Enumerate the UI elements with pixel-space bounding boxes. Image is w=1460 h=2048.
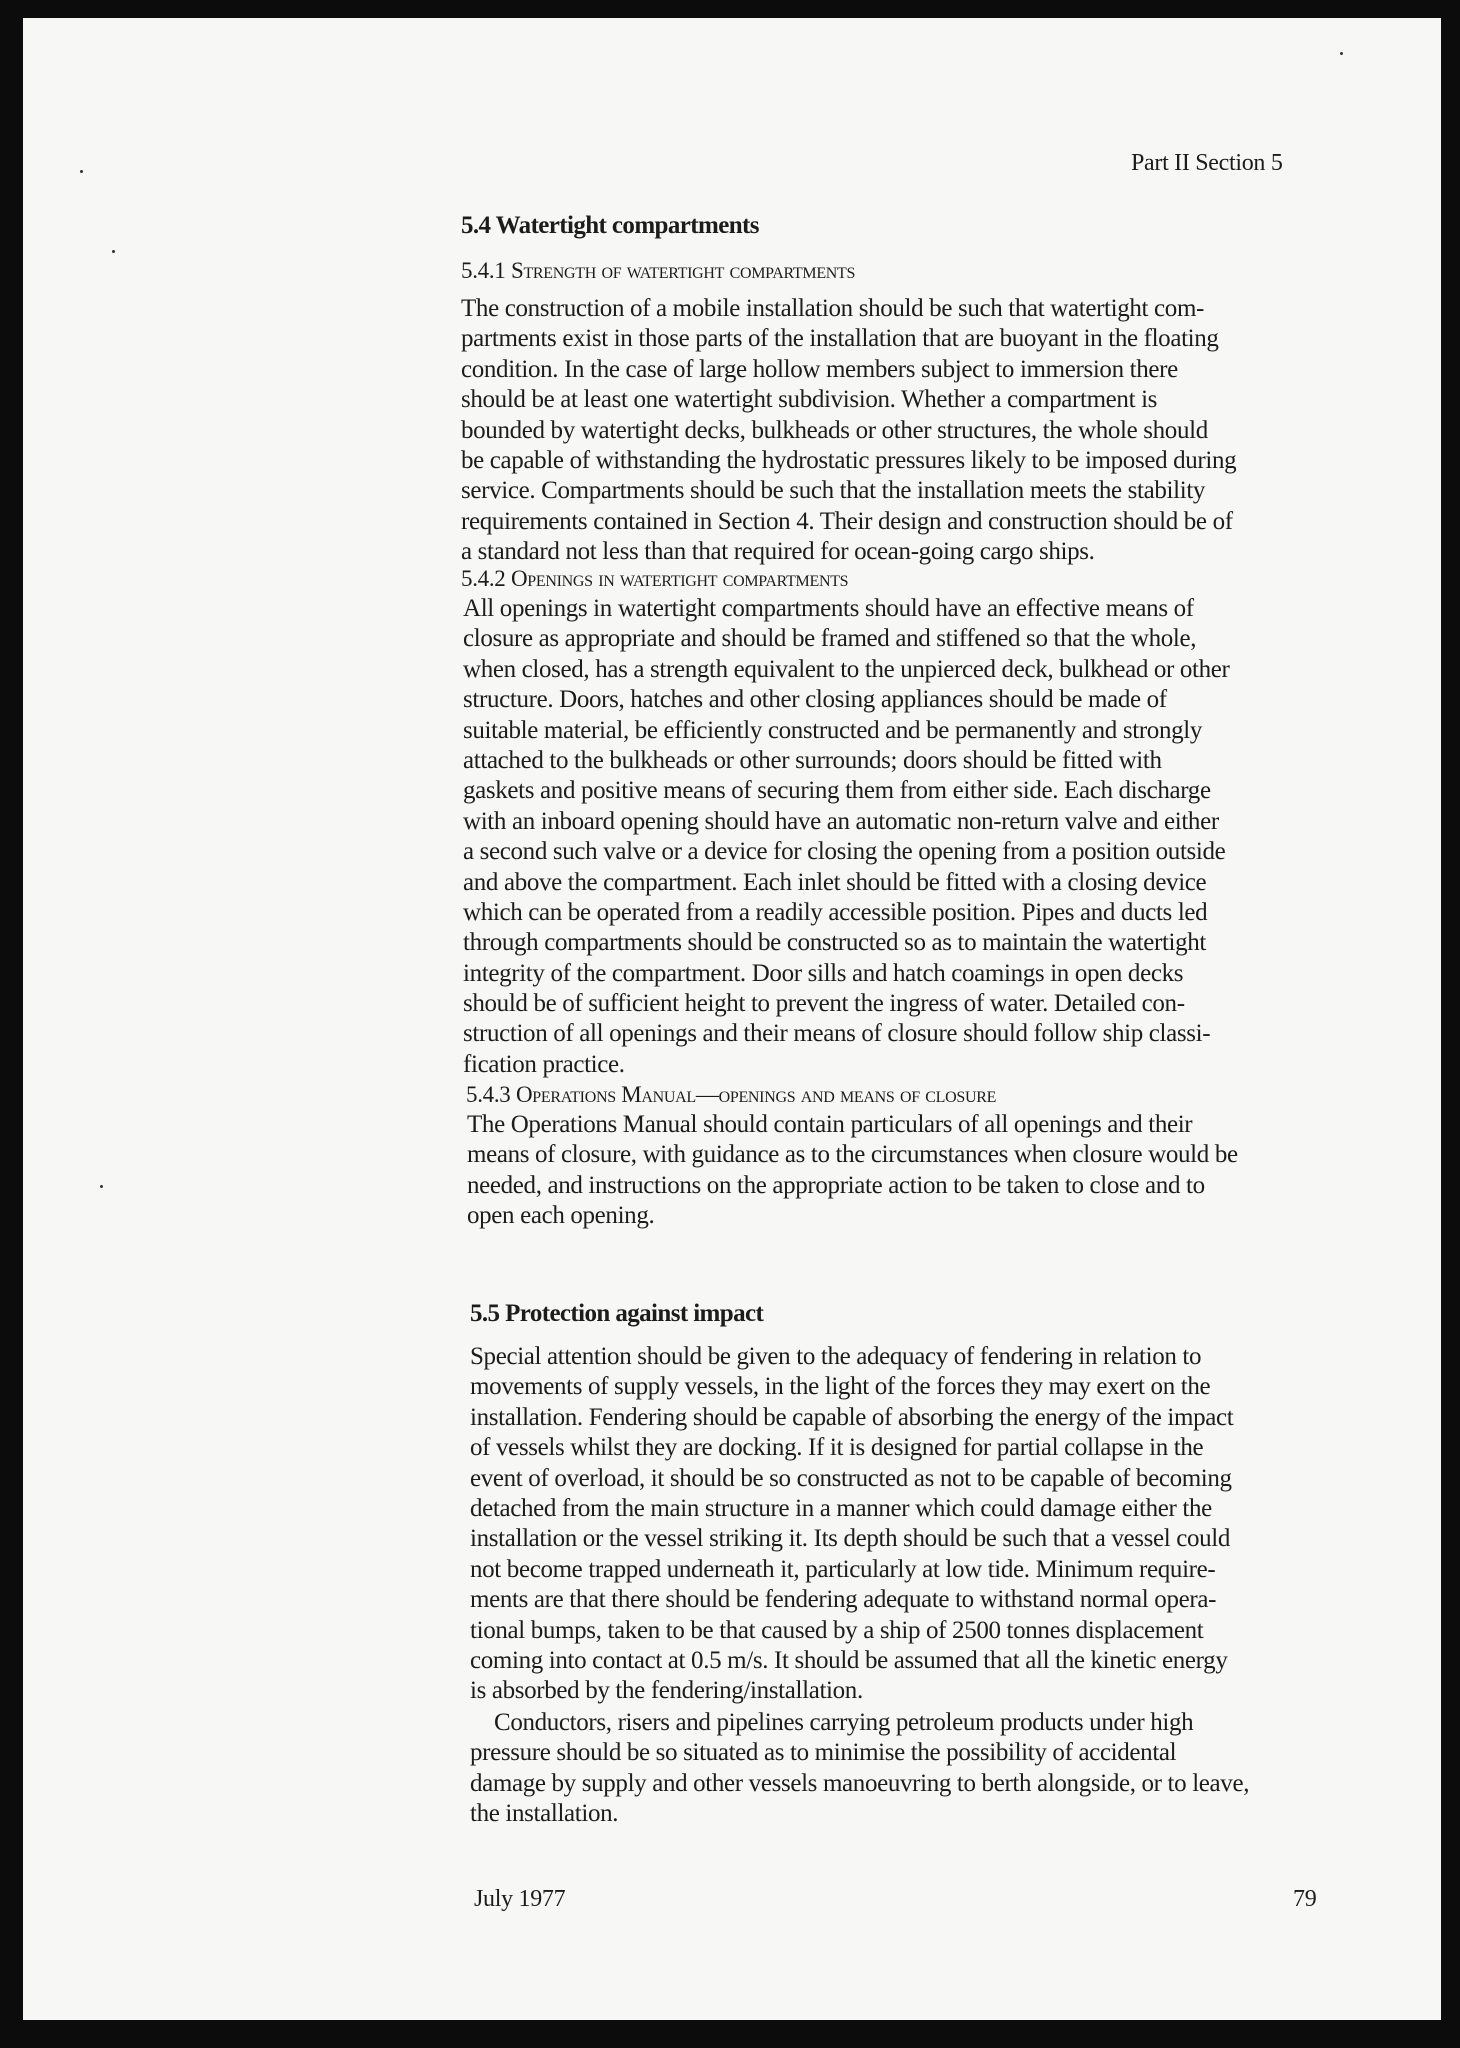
text-line: ments are that there should be fendering adequate to withstand normal opera- — [470, 1586, 1217, 1614]
text-line: closure as appropriate and should be framed and stiffened so that the whole, — [463, 625, 1197, 653]
text-line: through compartments should be constructed so as to maintain the watertight — [463, 929, 1207, 957]
section-heading-5-5: 5.5 Protection against impact — [470, 1300, 764, 1327]
text-line: attached to the bulkheads or other surrounds; doors should be fitted with — [463, 746, 1162, 774]
text-line: coming into contact at 0.5 m/s. It should be assumed that all the kinetic energy — [470, 1646, 1228, 1674]
text-line: tional bumps, taken to be that caused by a ship of 2500 tonnes displacement — [470, 1616, 1204, 1644]
section-heading-5-4: 5.4 Watertight compartments — [461, 212, 759, 239]
text-line: of vessels whilst they are docking. If it is designed for partial collapse in the — [470, 1434, 1204, 1462]
text-line: when closed, has a strength equivalent to the unpierced deck, bulkhead or other — [463, 655, 1230, 683]
text-line: struction of all openings and their means of closure should follow ship classi- — [463, 1020, 1211, 1048]
text-line: partments exist in those parts of the installation that are buoyant in the floating — [461, 325, 1219, 353]
scan-speck — [1340, 52, 1343, 55]
text-line: should be at least one watertight subdivision. Whether a compartment is — [461, 386, 1158, 414]
text-line: installation. Fendering should be capable of absorbing the energy of the impact — [470, 1403, 1234, 1431]
text-line: detached from the main structure in a manner which could damage either the — [470, 1494, 1212, 1522]
subsection-title: Openings in watertight compartments — [510, 566, 849, 591]
text-line: installation or the vessel striking it. Its depth should be such that a vessel could — [470, 1525, 1231, 1553]
subsection-heading-5-4-1 — [461, 258, 855, 284]
text-line: a standard not less than that required for ocean-going cargo ships. — [461, 538, 1095, 566]
text-line: All openings in watertight compartments should have an effective means of — [463, 595, 1194, 622]
text-line: be capable of withstanding the hydrostatic pressures likely to be imposed during — [461, 446, 1237, 474]
subsection-number: 5.4.3 — [466, 1082, 511, 1107]
text-line: and above the compartment. Each inlet should be fitted with a closing device — [463, 868, 1207, 896]
scan-speck — [80, 170, 83, 173]
text-line: condition. In the case of large hollow members subject to immersion there — [461, 355, 1178, 383]
text-line: should be of sufficient height to prevent the ingress of water. Detailed con- — [463, 990, 1185, 1018]
text-line: service. Compartments should be such that the installation meets the stability — [461, 477, 1206, 505]
text-line: The Operations Manual should contain particulars of all openings and their — [467, 1111, 1193, 1138]
text-line: is absorbed by the fendering/installation. — [470, 1677, 863, 1705]
paragraph-5-4-3 — [467, 1110, 1238, 1232]
text-line: means of closure, with guidance as to the circumstances when closure would be — [467, 1141, 1238, 1169]
paragraph-5-4-2 — [463, 594, 1230, 1080]
text-line: Special attention should be given to the adequacy of fendering in relation to — [470, 1343, 1202, 1370]
text-line: which can be operated from a readily accessible position. Pipes and ducts led — [463, 898, 1208, 926]
text-line: requirements contained in Section 4. Their design and construction should be of — [461, 507, 1233, 535]
text-line: The construction of a mobile installation should be such that watertight com- — [461, 295, 1205, 322]
text-line: event of overload, it should be so constructed as not to be capable of becoming — [470, 1464, 1232, 1492]
subsection-heading-5-4-3 — [466, 1082, 996, 1108]
text-line: pressure should be so situated as to minimise the possibility of accidental — [470, 1739, 1177, 1767]
text-line: with an inboard opening should have an automatic non-return valve and either — [463, 807, 1219, 835]
paragraph-5-4-1 — [461, 294, 1236, 568]
running-head: Part II Section 5 — [1131, 150, 1283, 176]
paragraph-5-5-2 — [470, 1708, 1249, 1830]
page-number: 79 — [1293, 1886, 1317, 1912]
text-line: damage by supply and other vessels manoeuvring to berth alongside, or to leave, — [470, 1769, 1250, 1797]
text-line: a second such valve or a device for closing the opening from a position outside — [463, 838, 1226, 866]
scan-speck — [112, 250, 115, 253]
text-line: not become trapped underneath it, particularly at low tide. Minimum require- — [470, 1555, 1216, 1583]
text-line: the installation. — [470, 1800, 619, 1828]
text-line: bounded by watertight decks, bulkheads or other structures, the whole should — [461, 416, 1208, 444]
text-line: integrity of the compartment. Door sills and hatch coamings in open decks — [463, 959, 1184, 987]
text-line: open each opening. — [467, 1202, 655, 1230]
text-line: gaskets and positive means of securing them from either side. Each discharge — [463, 777, 1211, 805]
text-line: Conductors, risers and pipelines carrying petroleum products under high — [494, 1709, 1194, 1736]
footer-date: July 1977 — [474, 1886, 566, 1912]
text-line: movements of supply vessels, in the light of the forces they may exert on the — [470, 1373, 1211, 1401]
text-line: structure. Doors, hatches and other closing appliances should be made of — [463, 686, 1167, 714]
scan-speck — [100, 1185, 103, 1188]
text-line: fication practice. — [463, 1050, 625, 1078]
subsection-title: Strength of watertight compartments — [510, 258, 856, 283]
subsection-title: Operations Manual—openings and means of closure — [515, 1082, 997, 1107]
subsection-number: 5.4.2 — [461, 566, 506, 591]
subsection-number: 5.4.1 — [461, 258, 506, 283]
subsection-heading-5-4-2 — [461, 566, 848, 592]
paragraph-5-5-1 — [470, 1342, 1233, 1707]
text-line: suitable material, be efficiently constructed and be permanently and strongly — [463, 716, 1202, 744]
text-line: needed, and instructions on the appropriate action to be taken to close and to — [467, 1171, 1205, 1199]
